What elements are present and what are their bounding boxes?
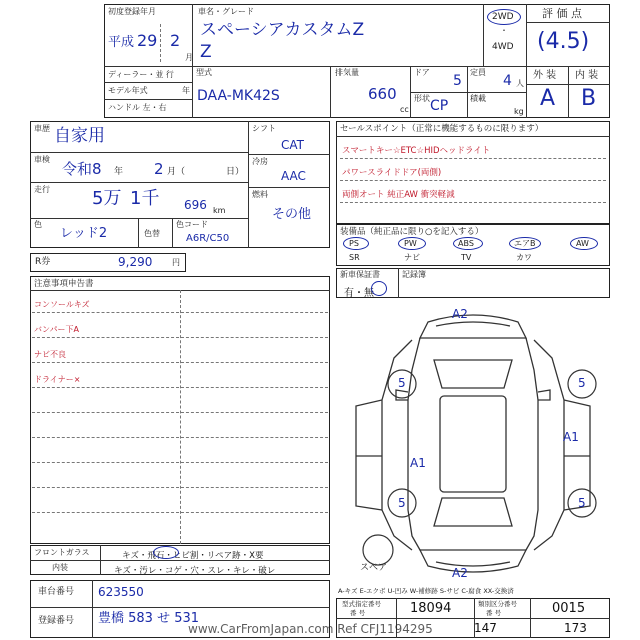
sales-point-3: 両側オート 純正AW 衝突軽減 (342, 190, 455, 200)
recycle-amount: 9,290 (118, 255, 153, 269)
mark-left-side: A1 (410, 456, 426, 470)
dealer-label: ディーラー・並 行 (108, 70, 174, 79)
equip-navi: ナビ (404, 253, 420, 262)
reg-month-unit: 月 (185, 53, 193, 62)
record-label: 記録簿 (402, 270, 426, 279)
front-glass-label: フロントガラス (34, 548, 90, 557)
capacity-unit: 人 (516, 79, 524, 88)
shift: CAT (281, 138, 304, 152)
note-2: バンパー下A (34, 325, 79, 334)
equip-leather: カワ (516, 253, 532, 262)
sales-point-1: スマートキー☆ETC☆HIDヘッドライト (342, 146, 491, 156)
capacity: 4 (503, 73, 512, 89)
equip-sr: SR (349, 253, 360, 262)
chassis: 623550 (98, 585, 144, 599)
type-label: 型式 (196, 68, 212, 77)
load-unit: kg (514, 107, 524, 116)
doors-label: ドア (414, 68, 430, 77)
note-4: ドライナー× (34, 375, 81, 384)
inspection-day-unit: 日） (226, 167, 245, 177)
class-number: 0015 (552, 601, 586, 616)
score-label: 評 価 点 (542, 7, 582, 20)
drive-2wd: 2WD (492, 12, 514, 22)
aircon-label: 冷房 (252, 157, 268, 166)
type-designation-sub: 番 号 (350, 609, 366, 617)
score-value: (4.5) (537, 29, 590, 54)
drive-dot: ・ (500, 26, 508, 35)
inspection-month-unit: 月（ (167, 167, 186, 177)
mark-fl-wheel: 5 (398, 376, 406, 390)
car-diagram (336, 300, 610, 588)
interior-grade: B (581, 86, 597, 111)
model-year-label: モデル年式 (108, 86, 148, 95)
mileage-man: 5万 (92, 188, 122, 209)
mark-right-side: A1 (563, 430, 579, 444)
front-glass-value: キズ・飛石・ヒビ割・リペア跡・X要 (122, 551, 264, 561)
grade: Z (200, 42, 212, 62)
chip-circle (153, 546, 179, 559)
usage-label: 車歴 (34, 124, 50, 133)
shape-label: 形状 (414, 94, 430, 103)
warranty-none-circle (371, 281, 387, 296)
note-3: ナビ不良 (34, 350, 66, 359)
damage-legend: A-キズ E-エクボ U-凹み W-補修跡 S-サビ C-腐食 XX-交換済 (338, 587, 514, 595)
equip-ps: PS (349, 239, 359, 248)
mark-rear: A2 (452, 566, 468, 580)
inspection-month: 2 (154, 160, 164, 178)
class-sub: 番 号 (486, 609, 502, 617)
spare-label: スペア (360, 563, 388, 573)
type-designation: 18094 (410, 601, 452, 616)
mark-rr-wheel: 5 (578, 496, 586, 510)
inspection-year-unit: 年 (114, 167, 124, 177)
plate-label: 登録番号 (38, 616, 75, 626)
car-name: スペーシアカスタムZ (200, 20, 365, 40)
displacement-label: 排気量 (335, 68, 359, 77)
interior-cond-value: キズ・汚レ・コゲ・穴・スレ・キレ・破レ (114, 566, 276, 576)
warranty-label: 新車保証書 (340, 270, 380, 279)
small-value-1: 147 (474, 621, 497, 635)
recycle-box (30, 253, 186, 272)
fuel: その他 (272, 207, 312, 222)
model-year-unit: 年 (182, 86, 190, 95)
interior-label: 内 装 (575, 70, 599, 81)
note-1: コンソールキズ (34, 300, 90, 309)
small-value-2: 173 (564, 621, 587, 635)
warranty-value: 有・無 (344, 288, 374, 299)
equip-abs: ABS (458, 239, 474, 248)
equipment-title: 装備品（純正品に限り○を記入する） (340, 227, 484, 237)
reg-year: 29 (137, 31, 158, 50)
doors: 5 (453, 73, 462, 89)
km-unit: km (213, 206, 226, 215)
sales-points-title: セールスポイント（正常に機能するものに限ります） (340, 124, 544, 134)
displacement: 660 (368, 85, 397, 103)
fuel-label: 燃料 (252, 190, 268, 199)
capacity-label: 定員 (470, 68, 486, 77)
equip-pw: PW (404, 239, 417, 248)
equip-aw: AW (576, 239, 589, 248)
color: レッド2 (60, 226, 108, 241)
plate: 豊橋 583 せ 531 (98, 611, 200, 626)
first-reg-label: 初度登録年月 (108, 7, 156, 16)
equip-tv: TV (461, 253, 472, 262)
inspection-label: 車検 (34, 155, 50, 164)
interior-cond-label: 内装 (52, 563, 68, 572)
shift-label: シフト (252, 124, 276, 133)
aircon: AAC (281, 169, 306, 183)
load-label: 積載 (470, 94, 486, 103)
chassis-label: 車台番号 (38, 587, 75, 597)
mileage-rest: 696 (184, 198, 207, 212)
cc-unit: cc (400, 105, 409, 114)
recycle-unit: 円 (172, 258, 180, 267)
class-label: 類別区分番号 (478, 600, 517, 608)
model-code: DAA-MK42S (197, 88, 280, 104)
color-code: A6R/C50 (186, 233, 230, 244)
mark-front: A2 (452, 307, 468, 321)
inspection-era: 令和8 (62, 160, 102, 178)
mileage-sen: 1千 (130, 188, 160, 209)
handle-label: ハンドル 左・右 (108, 103, 167, 112)
mark-fr-wheel: 5 (578, 376, 586, 390)
spare-wheel-icon (363, 535, 393, 565)
mark-rl-wheel: 5 (398, 496, 406, 510)
car-name-label: 車名・グレード (198, 7, 254, 16)
exterior-grade: A (540, 86, 556, 111)
reg-month: 2 (170, 31, 181, 50)
reg-era: 平成 (108, 35, 135, 50)
usage: 自家用 (54, 126, 105, 146)
notes-title: 注意事項申告書 (34, 279, 94, 289)
mileage-label: 走行 (34, 185, 50, 194)
drive-4wd: 4WD (492, 42, 514, 52)
exterior-label: 外 装 (533, 70, 557, 81)
color-label: 色 (34, 220, 42, 229)
equip-airbag: エアB (514, 239, 536, 248)
color-swap-label: 色替 (144, 229, 160, 238)
watermark: www.CarFromJapan.com Ref CFJ1194295 (188, 622, 433, 636)
color-code-label: 色コード (176, 220, 208, 229)
sales-point-2: パワースライドドア(両側) (342, 168, 442, 178)
type-designation-label: 型式指定番号 (342, 600, 381, 608)
shape: CP (430, 98, 449, 114)
recycle-label: R券 (35, 257, 51, 267)
